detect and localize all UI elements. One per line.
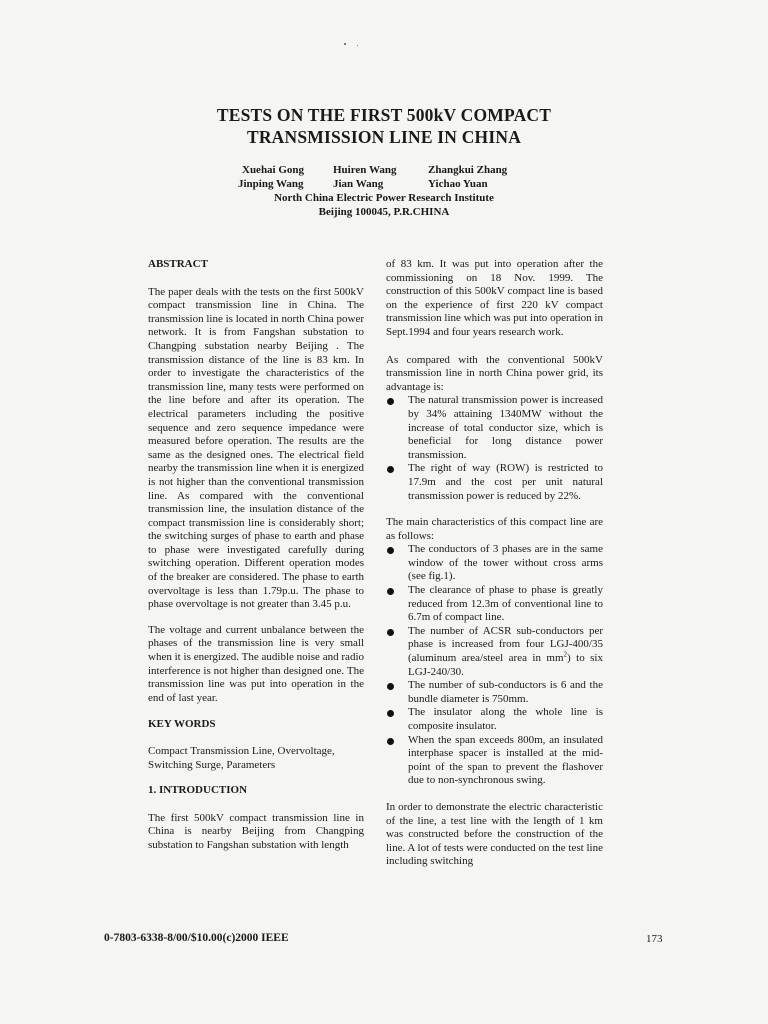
bullet-icon: [387, 466, 394, 473]
intro-paragraph: In order to demonstrate the electric characteristic of the line, a test line with the length of 1 km was constructed before the construction of the line. A lot of tests were conducted on the test line including switching: [386, 800, 603, 868]
keywords-heading: KEY WORDS: [148, 718, 216, 731]
author: Yichao Yuan: [428, 178, 488, 190]
list-item: The natural transmission power is increased by 34% attaining 1340MW without the increase of total conductor size, which is beneficial for long distance power transmission.: [386, 394, 603, 462]
abstract-paragraph: The paper deals with the tests on the first 500kV compact transmission line in China. The transmission line is located in north China power network. It is from Fangshan substation to Changping substation nearby Beijing . The transmission distance of the line is 83 km. In order to investigate the characteristics of the transmission line, many tests were performed on the line before and after its operation. The electrical parameters including the positive sequence and zero sequence impedance were measured before operation. The results are the same as the designed ones. The electrical field nearby the transmission line when it is energized is not higher than the conventional transmission line. As compared with the conventional transmission line, the insulation distance of the compact transmission line is considerably short; the switching surges of phase to earth and phase to phase were investigated carefully during switching operation. Different operation modes of the breaker are considered. The phase to earth overvoltage is less than 1.79p.u. The phase to phase overvoltage is not greater than 3.45 p.u.: [148, 285, 364, 611]
title-line-1: TESTS ON THE FIRST 500kV COMPACT: [216, 105, 552, 125]
scan-speck: [344, 43, 346, 45]
affiliation-address: Beijing 100045, P.R.CHINA: [318, 206, 450, 218]
bullet-icon: [387, 710, 394, 717]
bullet-icon: [387, 398, 394, 405]
author: Xuehai Gong: [242, 164, 305, 176]
author: Huiren Wang: [333, 164, 397, 176]
title-line-2: TRANSMISSION LINE IN CHINA: [246, 127, 522, 147]
list-item: When the span exceeds 800m, an insulated interphase spacer is installed at the mid-point of the span to prevent the flashover due to non-synchronous swing.: [386, 734, 603, 788]
bullet-icon: [387, 588, 394, 595]
intro-paragraph: As compared with the conventional 500kV transmission line in north China power grid, its advantage is:: [386, 353, 603, 393]
intro-paragraph-continued: of 83 km. It was put into operation after the commissioning on 18 Nov. 1999. The construction of this 500kV compact line is based on the experience of first 220 kV compact transmission line which was put into operation in Sept.1994 and four years research work.: [386, 258, 603, 338]
page-number: 173: [646, 933, 663, 945]
list-item: The conductors of 3 phases are in the same window of the tower without cross arms (see fig.1).: [386, 543, 603, 584]
bullet-icon: [387, 629, 394, 636]
bullet-icon: [387, 738, 394, 745]
keywords-text: Compact Transmission Line, Overvoltage, Switching Surge, Parameters: [148, 745, 335, 771]
intro-paragraph: The first 500kV compact transmission line in China is nearby Beijing from Changping substation to Fangshan substation with length: [148, 811, 364, 851]
advantages-list: [386, 394, 603, 503]
left-column: [148, 258, 364, 853]
list-item: The insulator along the whole line is composite insulator.: [386, 706, 603, 733]
list-item: The number of ACSR sub-conductors per phase is increased from four LGJ-400/35 (aluminum area/steel area in $mm^2$) to six LGJ-240/30.: [386, 625, 603, 679]
copyright-line: 0-7803-6338-8/00/$10.00(c)2000 IEEE: [104, 932, 289, 944]
author: Zhangkui Zhang: [428, 164, 508, 176]
author: Jian Wang: [333, 178, 384, 190]
list-item: The right of way (ROW) is restricted to 17.9m and the cost per unit natural transmission power is reduced by 22%.: [386, 462, 603, 503]
bullet-icon: [387, 547, 394, 554]
author: Jinping Wang: [238, 178, 304, 190]
paper-title: [0, 104, 768, 148]
bullet-icon: [387, 683, 394, 690]
intro-paragraph: The main characteristics of this compact line are as follows:: [386, 516, 603, 542]
characteristics-list: [386, 543, 603, 788]
affiliation-institute: North China Electric Power Research Institute: [274, 192, 494, 204]
introduction-heading: 1. INTRODUCTION: [148, 784, 248, 797]
list-item: The number of sub-conductors is 6 and the bundle diameter is 750mm.: [386, 679, 603, 706]
abstract-paragraph: The voltage and current unbalance between the phases of the transmission line is very small when it is energized. The audible noise and radio interference is not higher than designed one. The transmission line was put into operation in the end of last year.: [148, 623, 364, 704]
list-item: The clearance of phase to phase is greatly reduced from 12.3m of conventional line to 6.7m of compact line.: [386, 584, 603, 625]
abstract-heading: ABSTRACT: [148, 258, 208, 270]
right-column: [386, 258, 603, 869]
scan-speck: [357, 45, 358, 46]
